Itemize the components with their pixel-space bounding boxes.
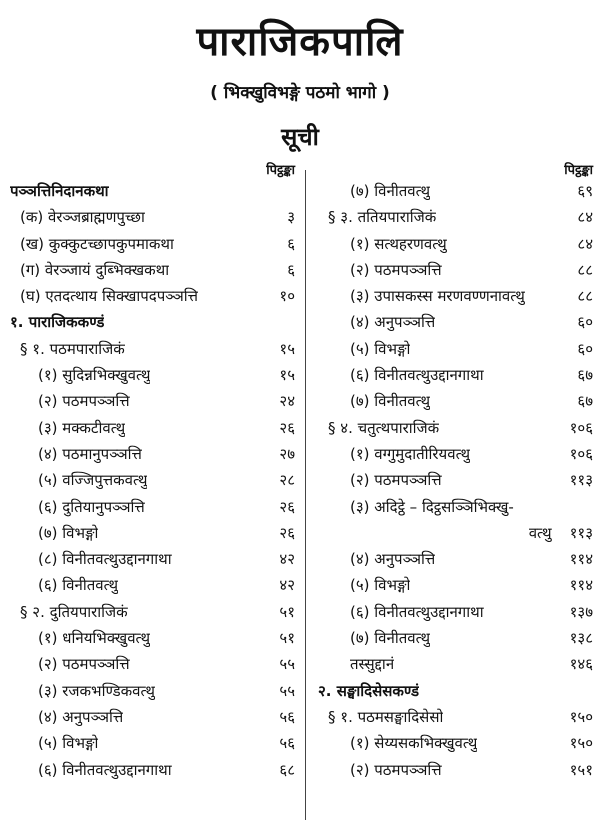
toc-right-column: [318, 160, 593, 783]
toc-entry: [318, 546, 593, 572]
toc-entry-label: § ४. चतुत्थपाराजिकं: [328, 418, 440, 437]
toc-entry: [10, 441, 295, 467]
toc-entry-page: ५६: [279, 707, 295, 726]
toc-entry-label: (४) अनुपञ्ञत्ति: [350, 313, 436, 332]
page-column-label: पिट्ठङ्का: [564, 163, 593, 178]
toc-entry-label: (६) विनीतवत्थुउद्दानगाथा: [350, 602, 484, 621]
toc-entry: [318, 651, 593, 677]
toc-entry-label: (७) विभङ्गो: [38, 523, 99, 542]
toc-entry: [10, 309, 295, 335]
toc-entry-page: २४: [279, 392, 295, 411]
toc-entry-page: १०: [279, 287, 295, 306]
toc-entry-label: § २. दुतियपाराजिकं: [20, 602, 128, 621]
toc-entry: [318, 336, 593, 362]
toc-entry-page: ८८: [577, 287, 593, 306]
toc-entry-label: (ख) कुक्कुटच्छापकुपमाकथा: [20, 234, 174, 253]
toc-entry: [318, 572, 593, 598]
toc-entry: [10, 678, 295, 704]
toc-entry-page: १५: [279, 339, 295, 358]
toc-entry-label: तस्सुद्दानं: [350, 655, 395, 674]
toc-entry-page: ६७: [577, 366, 593, 385]
toc-entry: [318, 704, 593, 730]
toc-entry-label: (६) विनीतवत्थु: [38, 576, 119, 595]
toc-entry-label: (५) विभङ्गो: [350, 339, 411, 358]
toc-entry: [10, 336, 295, 362]
toc-entry: [318, 678, 593, 704]
toc-entry: [10, 494, 295, 520]
toc-right-list: [318, 178, 593, 783]
toc-entry: [318, 415, 593, 441]
page-title: पाराजिकपालि: [196, 19, 404, 65]
toc-entry-label: (५) विभङ्गो: [38, 734, 99, 753]
toc-entry-page: ८४: [577, 208, 593, 227]
toc-entry-label: (४) अनुपञ्ञत्ति: [350, 550, 436, 569]
toc-entry-page: ६९: [577, 182, 593, 200]
toc-entry-label: (८) विनीतवत्थुउद्दानगाथा: [38, 550, 172, 569]
toc-entry-label: २. सङ्घादिसेसकण्डं: [318, 681, 420, 700]
toc-entry: [318, 730, 593, 756]
toc-entry-label: § १. पठमसङ्घादिसेसो: [328, 707, 444, 726]
toc-entry-label: (३) अदिट्ठे – दिट्ठसञ्ञिभिक्खु-: [350, 497, 514, 516]
toc-entry-label: § ३. ततियपाराजिकं: [328, 208, 437, 227]
toc-entry-label: वत्थु: [528, 523, 552, 542]
toc-entry-label: (२) पठमपञ्ञत्ति: [350, 471, 442, 490]
toc-entry: [318, 467, 593, 493]
toc-entry-page: १५०: [569, 707, 593, 726]
toc-entry: [318, 362, 593, 388]
toc-entry: [10, 415, 295, 441]
toc-entry: [318, 309, 593, 335]
toc-entry: [10, 651, 295, 677]
toc-entry-page: १५०: [569, 734, 593, 753]
toc-entry-label: (क) वेरञ्जब्राह्मणपुच्छा: [20, 208, 145, 227]
toc-entry-page: ५१: [279, 602, 295, 621]
toc-entry-label: (६) दुतियानुपञ्ञत्ति: [38, 497, 145, 516]
toc-entry-label: (३) मक्कटीवत्थु: [38, 418, 126, 437]
toc-entry-label: (५) वज्जिपुत्तकवत्थु: [38, 471, 148, 490]
toc-entry-page: २६: [279, 418, 295, 437]
toc-entry: [318, 441, 593, 467]
toc-entry-page: ११४: [569, 550, 593, 569]
toc-entry: [10, 388, 295, 414]
toc-entry-page: १०६: [569, 444, 593, 463]
toc-entry: [10, 599, 295, 625]
toc-entry: [318, 494, 593, 520]
toc-entry-page: १०६: [569, 418, 593, 437]
toc-entry-label: (६) विनीतवत्थुउद्दानगाथा: [350, 366, 484, 385]
toc-entry-page: ६०: [577, 313, 593, 332]
toc-left-column: [10, 160, 295, 783]
toc-entry-label: (घ) एतदत्थाय सिक्खापदपञ्ञत्ति: [20, 287, 198, 306]
toc-entry: [10, 362, 295, 388]
toc-entry-page: २८: [279, 471, 295, 490]
column-divider: [305, 170, 306, 820]
toc-entry: [318, 388, 593, 414]
toc-entry-page: ६८: [279, 760, 295, 779]
toc-entry-page: ८४: [577, 234, 593, 253]
toc-entry-page: ११४: [569, 576, 593, 595]
toc-entry: [10, 231, 295, 257]
toc-entry: [10, 704, 295, 730]
toc-entry-page: ५५: [279, 681, 295, 700]
toc-entry-page: १४६: [569, 655, 593, 674]
toc-entry-label: (२) पठमपञ्ञत्ति: [350, 260, 442, 279]
toc-entry-label: (३) उपासकस्स मरणवण्णनावत्थु: [350, 287, 525, 306]
toc-entry: [318, 204, 593, 230]
toc-entry: [318, 178, 593, 204]
toc-entry-page: २६: [279, 523, 295, 542]
toc-heading: सूची: [281, 123, 319, 151]
toc-entry: [10, 625, 295, 651]
toc-entry-page: १५१: [569, 760, 593, 779]
toc-entry-label: (२) पठमपञ्ञत्ति: [350, 760, 442, 779]
toc-entry: [318, 257, 593, 283]
toc-entry-page: ६: [287, 260, 295, 279]
toc-entry-label: (ग) वेरञ्जायं दुब्भिक्खकथा: [20, 260, 170, 279]
toc-entry-page: ११३: [569, 471, 593, 490]
toc-entry-page: ८८: [577, 260, 593, 279]
toc-entry-label: (७) विनीतवत्थु: [350, 392, 431, 411]
toc-entry-label: (१) सेय्यसकभिक्खुवत्थु: [350, 734, 478, 753]
toc-entry-label: (१) सत्थहरणवत्थु: [350, 234, 447, 253]
toc-entry-page: ४२: [279, 576, 295, 595]
toc-entry-page: ३: [287, 208, 295, 227]
toc-entry-label: (६) विनीतवत्थुउद्दानगाथा: [38, 760, 172, 779]
toc-entry: [10, 572, 295, 598]
toc-entry: [318, 599, 593, 625]
toc-entry-page: २७: [279, 444, 295, 463]
page-column-label: पिट्ठङ्का: [266, 163, 295, 178]
toc-entry-label: § १. पठमपाराजिकं: [20, 339, 125, 358]
toc-entry: [10, 467, 295, 493]
toc-entry-label: पञ्ञत्तिनिदानकथा: [10, 182, 109, 200]
toc-entry-page: ४२: [279, 550, 295, 569]
toc-entry-page: १३८: [569, 629, 593, 648]
toc-entry-label: (४) अनुपञ्ञत्ति: [38, 707, 124, 726]
toc-entry-label: (१) धनियभिक्खुवत्थु: [38, 629, 151, 648]
toc-entry: [10, 283, 295, 309]
toc-entry: [318, 520, 593, 546]
toc-entry-label: १. पाराजिककण्डं: [10, 313, 105, 332]
toc-entry-label: (४) पठमानुपञ्ञत्ति: [38, 444, 142, 463]
toc-entry: [10, 257, 295, 283]
toc-entry-label: (१) वग्गुमुदातीरियवत्थु: [350, 444, 471, 463]
toc-entry-page: १५: [279, 366, 295, 385]
toc-entry: [318, 757, 593, 783]
page-subtitle: ( भिक्खुविभङ्गे पठमो भागो ): [210, 83, 390, 103]
toc-entry-label: (७) विनीतवत्थु: [350, 182, 431, 200]
toc-entry-label: (१) सुदिन्नभिक्खुवत्थु: [38, 366, 151, 385]
toc-entry-label: (२) पठमपञ्ञत्ति: [38, 655, 130, 674]
toc-entry: [318, 283, 593, 309]
toc-entry-page: ६: [287, 234, 295, 253]
toc-entry-label: (३) रजकभण्डिकवत्थु: [38, 681, 156, 700]
toc-entry-page: ५५: [279, 655, 295, 674]
toc-entry-label: (५) विभङ्गो: [350, 576, 411, 595]
toc-entry-page: २६: [279, 497, 295, 516]
toc-entry: [10, 546, 295, 572]
toc-entry-page: ६०: [577, 339, 593, 358]
toc-entry: [10, 520, 295, 546]
toc-left-list: [10, 178, 295, 783]
toc-entry-label: (२) पठमपञ्ञत्ति: [38, 392, 130, 411]
toc-entry-page: ५६: [279, 734, 295, 753]
toc-entry-label: (७) विनीतवत्थु: [350, 629, 431, 648]
toc-entry: [10, 757, 295, 783]
toc-entry: [10, 178, 295, 204]
toc-entry: [318, 231, 593, 257]
toc-entry-page: ६७: [577, 392, 593, 411]
toc-entry: [10, 730, 295, 756]
toc-entry-page: १३७: [569, 602, 593, 621]
toc-entry: [10, 204, 295, 230]
toc-entry: [318, 625, 593, 651]
toc-entry-page: ११३: [569, 523, 593, 542]
toc-entry-page: ५१: [279, 629, 295, 648]
